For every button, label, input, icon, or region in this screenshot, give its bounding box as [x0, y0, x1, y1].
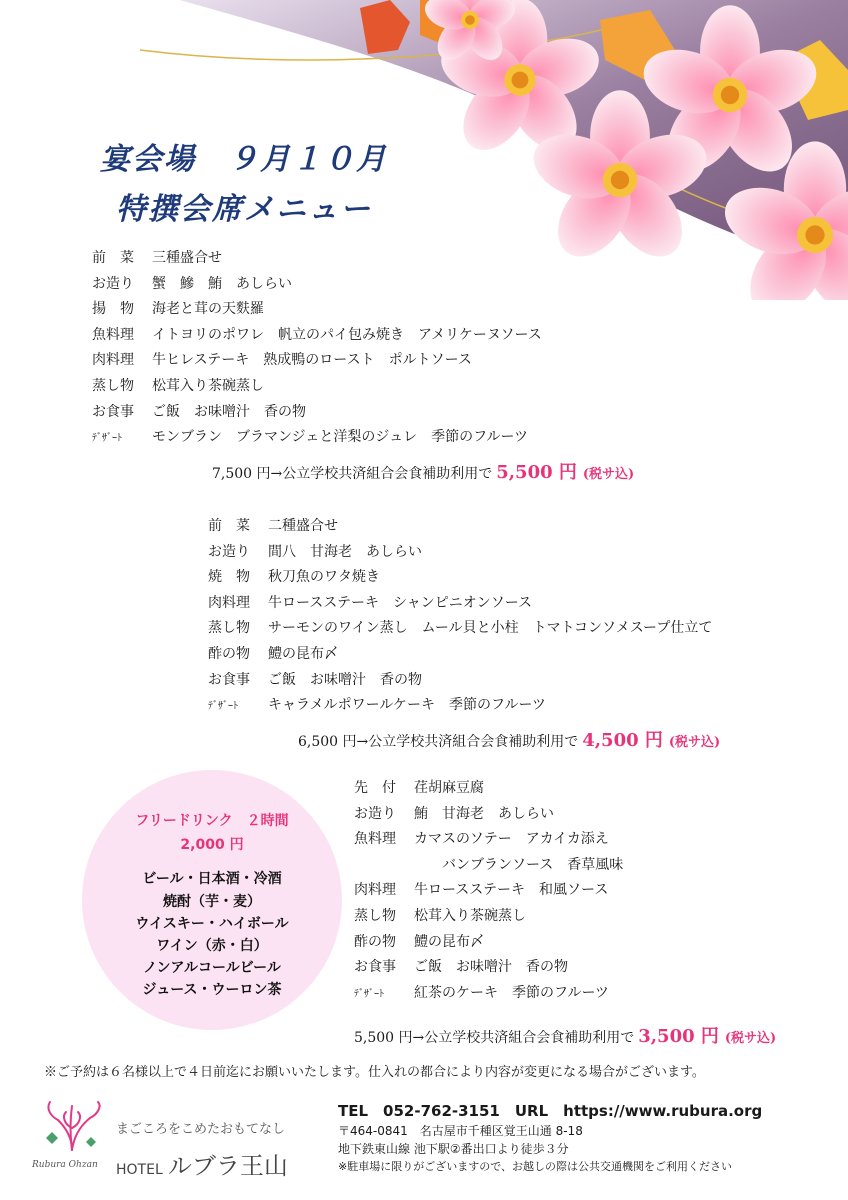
hotel-name-prefix: HOTEL [116, 1162, 163, 1178]
menu-item-text: 鱧の昆布〆 [414, 933, 484, 950]
menu-item [208, 565, 712, 591]
menu-item-label: 魚料理 [354, 831, 396, 848]
price-amount: 5,500 円 [496, 462, 577, 483]
menu-item [92, 374, 542, 400]
menu-item-label: お食事 [92, 403, 134, 420]
menu-item-text: 牛ロースステーキ シャンピニオンソース [268, 594, 533, 611]
drink-item: ウイスキー・ハイボール [135, 916, 289, 932]
price-line-3 [354, 1022, 776, 1048]
menu-item-label: お食事 [354, 959, 396, 976]
menu-item [354, 853, 623, 879]
menu-item [92, 400, 542, 426]
menu-item-label: 肉料理 [354, 882, 396, 899]
menu-course-1 [92, 246, 542, 451]
price-description: 5,500 円→公立学校共済組合会食補助利用で [354, 1030, 635, 1046]
drink-item: ワイン（赤・白） [156, 938, 268, 954]
drink-item: 焼酎（芋・麦） [163, 894, 261, 910]
menu-item [92, 323, 542, 349]
menu-item-label: 前 菜 [92, 250, 134, 266]
menu-item [354, 981, 623, 1007]
menu-item-text: サーモンのワイン蒸し ムール貝と小柱 トマトコンソメスープ仕立て [268, 620, 713, 637]
menu-item [354, 878, 623, 904]
drink-item: ジュース・ウーロン茶 [142, 982, 282, 998]
menu-item-text: ご飯 お味噌汁 香の物 [414, 959, 568, 976]
menu-course-3 [354, 776, 623, 1006]
menu-item [354, 930, 623, 956]
menu-item-text: 荏胡麻豆腐 [414, 780, 484, 796]
menu-item-label: お造り [208, 543, 250, 560]
menu-item [354, 802, 623, 828]
menu-item-label: お造り [354, 805, 396, 822]
reservation-note: ※ご予約は６名様以上で４日前迄にお願いいたします。仕入れの都合により内容が変更になる場合がございます。 [44, 1065, 705, 1080]
hotel-tagline: まごころをこめたおもてなし [116, 1122, 286, 1137]
hotel-name-main: ルブラ王山 [167, 1152, 288, 1180]
menu-item [354, 776, 623, 802]
menu-item-text: 秋刀魚のワタ焼き [268, 569, 380, 586]
menu-item-label: 焼 物 [208, 569, 250, 586]
menu-item-text: カマスのソテー アカイカ添え [414, 831, 609, 848]
page-title-line1: 宴会場 ９月１０月 [100, 142, 388, 177]
menu-item-label: ﾃﾞｻﾞｰﾄ [354, 988, 384, 1000]
menu-item-label: ﾃﾞｻﾞｰﾄ [208, 701, 238, 713]
tax-note: (税サ込) [724, 1031, 777, 1046]
price-amount: 3,500 円 [638, 1026, 719, 1047]
menu-item-label: 蒸し物 [208, 620, 250, 637]
price-line-2 [298, 726, 720, 752]
menu-item [354, 904, 623, 930]
tax-note: (税サ込) [668, 735, 721, 750]
menu-item-text: 間八 甘海老 あしらい [268, 543, 422, 560]
menu-item-text: ご飯 お味噌汁 香の物 [268, 671, 422, 688]
menu-item-label: 肉料理 [92, 352, 134, 369]
drink-item: ノンアルコールビール [143, 960, 281, 976]
menu-item-text: バンブランソース 香草風味 [414, 856, 624, 873]
menu-item-label: ﾃﾞｻﾞｰﾄ [92, 433, 122, 445]
menu-item-label: 肉料理 [208, 594, 250, 611]
page-title-line2: 特撰会席メニュー [116, 192, 372, 227]
menu-item-text: イトヨリのポワレ 帆立のパイ包み焼き アメリケーヌソース [152, 326, 542, 343]
free-drink-price: 2,000 円 [180, 837, 244, 853]
price-description: 6,500 円→公立学校共済組合会食補助利用で [298, 734, 579, 750]
menu-item [208, 514, 712, 540]
menu-item-text: モンブラン ブラマンジェと洋梨のジュレ 季節のフルーツ [152, 429, 528, 446]
menu-item-text: 鱧の昆布〆 [268, 645, 338, 662]
menu-item [208, 668, 712, 694]
menu-item [208, 642, 712, 668]
free-drink-title: フリードリンク ２時間 [135, 813, 289, 829]
menu-item-label: 蒸し物 [354, 907, 396, 924]
hotel-name [116, 1146, 288, 1181]
menu-item-label: 酢の物 [208, 645, 250, 662]
menu-item-text: 二種盛合せ [268, 518, 338, 534]
menu-item-text: 牛ロースステーキ 和風ソース [414, 882, 609, 899]
menu-item [354, 955, 623, 981]
menu-item [208, 591, 712, 617]
drink-item: ビール・日本酒・冷酒 [142, 871, 282, 887]
menu-item-label: 先 付 [354, 780, 396, 796]
tax-note: (税サ込) [582, 467, 635, 482]
menu-item-text: 紅茶のケーキ 季節のフルーツ [414, 984, 609, 1001]
menu-item [92, 297, 542, 323]
menu-item-text: キャラメルポワールケーキ 季節のフルーツ [268, 697, 546, 714]
menu-item-label: 魚料理 [92, 326, 134, 343]
menu-item-label: お食事 [208, 671, 250, 688]
menu-item-text: 松茸入り茶碗蒸し [414, 907, 526, 924]
menu-item [92, 246, 542, 272]
menu-item-label: 酢の物 [354, 933, 396, 950]
menu-item-label: 揚 物 [92, 301, 134, 318]
menu-item [92, 272, 542, 298]
hotel-logo-flower-icon [36, 1098, 108, 1160]
menu-course-2 [208, 514, 712, 719]
price-line-1 [212, 458, 634, 484]
menu-item [208, 693, 712, 719]
menu-item-text: 松茸入り茶碗蒸し [152, 377, 264, 394]
menu-item-label: 蒸し物 [92, 377, 134, 394]
contact-tel-url: TEL 052-762-3151 URL https://www.rubura.org [338, 1102, 763, 1120]
contact-parking: ※駐車場に限りがございますので、お越しの際は公共交通機関をご利用ください [338, 1160, 732, 1173]
price-description: 7,500 円→公立学校共済組合会食補助利用で [212, 466, 493, 482]
menu-item [208, 616, 712, 642]
menu-item-text: 蟹 鰺 鮪 あしらい [152, 275, 292, 292]
menu-item [92, 348, 542, 374]
price-amount: 4,500 円 [582, 730, 663, 751]
contact-address: 〒464-0841 名古屋市千種区覚王山通 8-18 [338, 1124, 583, 1138]
menu-item-text: 海老と茸の天麩羅 [152, 301, 264, 318]
hotel-logo-script: Rubura Ohzan [32, 1160, 98, 1170]
menu-item-label: お造り [92, 275, 134, 292]
menu-item-text: 鮪 甘海老 あしらい [414, 805, 554, 822]
menu-item [354, 827, 623, 853]
menu-item-text: 牛ヒレステーキ 熟成鴨のロースト ポルトソース [152, 352, 472, 369]
menu-item-text: ご飯 お味噌汁 香の物 [152, 403, 306, 420]
contact-access: 地下鉄東山線 池下駅②番出口より徒歩３分 [338, 1142, 569, 1156]
menu-item [92, 425, 542, 451]
menu-item [208, 540, 712, 566]
menu-item-text: 三種盛合せ [152, 250, 222, 266]
menu-item-label: 前 菜 [208, 518, 250, 534]
